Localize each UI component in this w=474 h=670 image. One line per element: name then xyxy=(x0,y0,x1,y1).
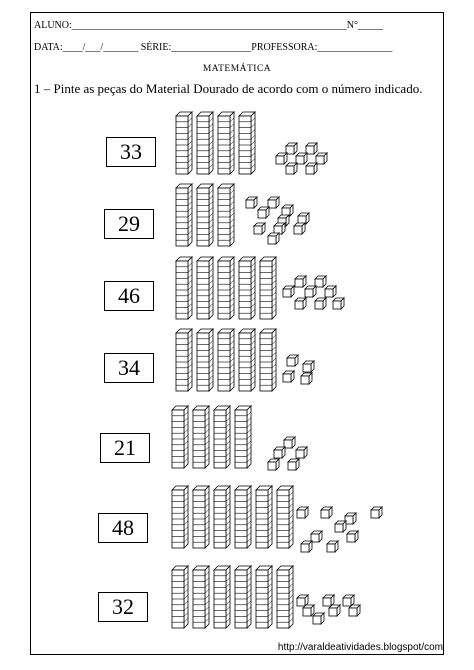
unit-cube xyxy=(316,153,327,164)
ten-rod xyxy=(218,112,234,174)
number-box: 32 xyxy=(98,592,148,622)
ten-rod xyxy=(197,112,213,174)
unit-cube xyxy=(306,163,317,174)
unit-cube xyxy=(294,223,305,234)
unit-cube xyxy=(254,223,265,234)
unit-cube xyxy=(315,298,326,309)
number-box: 33 xyxy=(106,137,156,167)
unit-cube xyxy=(347,531,358,542)
ten-rod xyxy=(193,406,209,468)
unit-cube xyxy=(268,459,279,470)
unit-cube xyxy=(306,143,317,154)
ten-rod xyxy=(172,406,188,468)
ten-rod xyxy=(176,329,192,391)
number-box: 21 xyxy=(100,433,150,463)
number-box: 46 xyxy=(104,281,154,311)
ten-rod xyxy=(256,566,272,628)
unit-cube xyxy=(268,197,279,208)
ten-rod xyxy=(214,406,230,468)
ten-rod xyxy=(235,406,251,468)
ten-rod xyxy=(277,486,293,548)
ten-rod xyxy=(260,329,276,391)
unit-cube xyxy=(335,521,346,532)
unit-cube xyxy=(301,541,312,552)
unit-cube xyxy=(305,286,316,297)
unit-cube xyxy=(303,361,314,372)
ten-rod xyxy=(197,329,213,391)
unit-cube xyxy=(287,355,298,366)
unit-cube xyxy=(343,595,354,606)
ten-rod xyxy=(218,329,234,391)
ten-rod xyxy=(235,566,251,628)
number-box: 29 xyxy=(104,209,154,239)
ten-rod xyxy=(176,184,192,246)
unit-cube xyxy=(296,447,307,458)
ten-rod xyxy=(239,257,255,319)
ten-rod xyxy=(214,486,230,548)
unit-cube xyxy=(315,276,326,287)
ten-rod xyxy=(277,566,293,628)
ten-rod xyxy=(193,486,209,548)
subject-title: MATEMÁTICA xyxy=(202,64,272,74)
unit-cube xyxy=(321,507,332,518)
unit-cube xyxy=(274,447,285,458)
unit-cube xyxy=(268,233,279,244)
unit-cube xyxy=(286,163,297,174)
ten-rod xyxy=(172,486,188,548)
unit-cube xyxy=(295,276,306,287)
unit-cube xyxy=(295,298,306,309)
unit-cube xyxy=(333,298,344,309)
ten-rod xyxy=(239,112,255,174)
unit-cube xyxy=(246,197,257,208)
number-box: 34 xyxy=(104,353,154,383)
unit-cube xyxy=(327,541,338,552)
number-box: 48 xyxy=(98,513,148,543)
ten-rod xyxy=(176,112,192,174)
ten-rod xyxy=(218,257,234,319)
unit-cube xyxy=(286,143,297,154)
ten-rod xyxy=(197,184,213,246)
unit-cube xyxy=(284,437,295,448)
unit-cube xyxy=(298,213,309,224)
unit-cube xyxy=(276,153,287,164)
unit-cube xyxy=(303,605,314,616)
unit-cube xyxy=(371,507,382,518)
unit-cube xyxy=(329,605,340,616)
date-grade-teacher-line: DATA:____/___/_______ SÉRIE:________________PROFESSORA:_______________ xyxy=(34,42,393,53)
unit-cube xyxy=(349,605,360,616)
unit-cube xyxy=(297,507,308,518)
unit-cube xyxy=(283,286,294,297)
unit-cube xyxy=(282,205,293,216)
ten-rod xyxy=(235,486,251,548)
ten-rod xyxy=(239,329,255,391)
unit-cube xyxy=(296,153,307,164)
unit-cube xyxy=(345,513,356,524)
ten-rod xyxy=(256,486,272,548)
unit-cube xyxy=(313,613,324,624)
unit-cube xyxy=(323,595,334,606)
unit-cube xyxy=(297,595,308,606)
ten-rod xyxy=(172,566,188,628)
ten-rod xyxy=(218,184,234,246)
ten-rod xyxy=(197,257,213,319)
unit-cube xyxy=(325,286,336,297)
ten-rod xyxy=(260,257,276,319)
footer-url: http://varaldeatividades.blogspot/com xyxy=(277,642,443,653)
ten-rod xyxy=(193,566,209,628)
unit-cube xyxy=(301,373,312,384)
student-name-line: ALUNO:_______________________________________________________N°_____ xyxy=(34,20,383,31)
unit-cube xyxy=(283,371,294,382)
instruction-text: 1 – Pinte as peças do Material Dourado de acordo com o número indicado. xyxy=(34,81,423,96)
ten-rod xyxy=(176,257,192,319)
unit-cube xyxy=(274,223,285,234)
unit-cube xyxy=(288,459,299,470)
unit-cube xyxy=(311,531,322,542)
unit-cube xyxy=(258,207,269,218)
ten-rod xyxy=(214,566,230,628)
